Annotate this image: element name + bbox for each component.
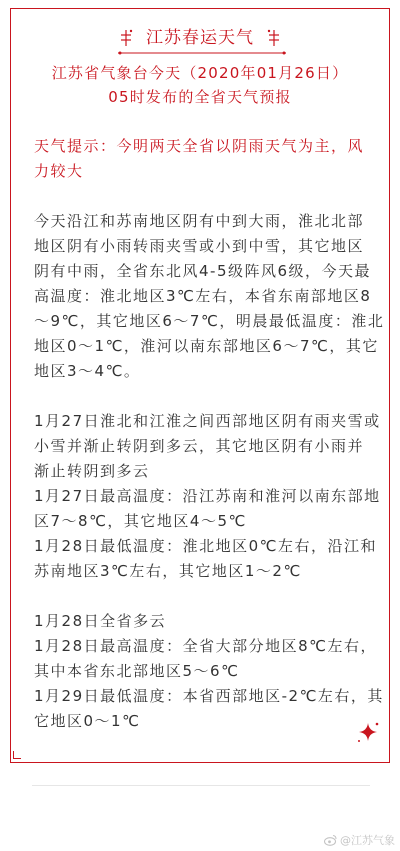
sparkle-icon <box>354 718 382 746</box>
header-line: 江苏省气象台今天（2020年01月26日） <box>51 64 349 82</box>
frame-corner-mark <box>13 751 21 759</box>
paragraph-gap <box>34 184 386 209</box>
jan27-line: 1月27日最高温度：沿江苏南和淮河以南东部地 <box>34 487 381 505</box>
jan27-forecast <box>34 409 386 584</box>
ornament-icon <box>266 28 282 48</box>
watermark-text: @江苏气象 <box>340 834 395 847</box>
jan27-line: 区7～8℃，其它地区4～5℃ <box>34 512 247 530</box>
today-forecast <box>34 209 386 384</box>
jan28-line: 1月28日全省多云 <box>34 612 167 630</box>
bulletin-header <box>0 61 400 109</box>
jan28-line: 其中本省东北部地区5～6℃ <box>34 662 240 680</box>
jan28-line: 1月28日最高温度：全省大部分地区8℃左右， <box>34 637 378 655</box>
today-line: 地区阴有小雨转雨夹雪或小到中雪，其它地区 <box>34 237 365 255</box>
today-line: 地区0～1℃，淮河以南东部地区6～7℃，其它 <box>34 337 379 355</box>
jan28-line: 1月29日最低温度：本省西部地区-2℃左右，其 <box>34 687 384 705</box>
bulletin-body <box>34 134 386 734</box>
paragraph-gap <box>34 584 386 609</box>
watermark <box>324 832 395 848</box>
tip-line: 力较大 <box>34 162 84 180</box>
jan27-line: 苏南地区3℃左右，其它地区1～2℃ <box>34 562 302 580</box>
footer-divider <box>32 785 370 786</box>
tip-line: 天气提示：今明两天全省以阴雨天气为主，风 <box>34 137 365 155</box>
jan28-line: 它地区0～1℃ <box>34 712 141 730</box>
jan28-forecast <box>34 609 386 734</box>
today-line: 今天沿江和苏南地区阴有中到大雨，淮北北部 <box>34 212 365 230</box>
jan27-line: 1月27日淮北和江淮之间西部地区阴有雨夹雪或 <box>34 412 381 430</box>
jan27-line: 渐止转阴到多云 <box>34 462 150 480</box>
title-underline <box>118 51 286 55</box>
today-line: 地区3～4℃。 <box>34 362 141 380</box>
weather-tip <box>34 134 386 184</box>
today-line: ～9℃，其它地区6～7℃，明晨最低温度：淮北 <box>34 312 385 330</box>
today-line: 高温度：淮北地区3℃左右，本省东南部地区8 <box>34 287 372 305</box>
page-title: 江苏春运天气 <box>146 28 254 48</box>
jan27-line: 小雪并渐止转阴到多云，其它地区阴有小雨并 <box>34 437 365 455</box>
paragraph-gap <box>34 384 386 409</box>
weibo-logo-icon <box>324 834 337 846</box>
header-line: 05时发布的全省天气预报 <box>108 88 292 106</box>
jan27-line: 1月28日最低温度：淮北地区0℃左右，沿江和 <box>34 537 378 555</box>
today-line: 阴有中雨，全省东北风4-5级阵风6级，今天最 <box>34 262 372 280</box>
